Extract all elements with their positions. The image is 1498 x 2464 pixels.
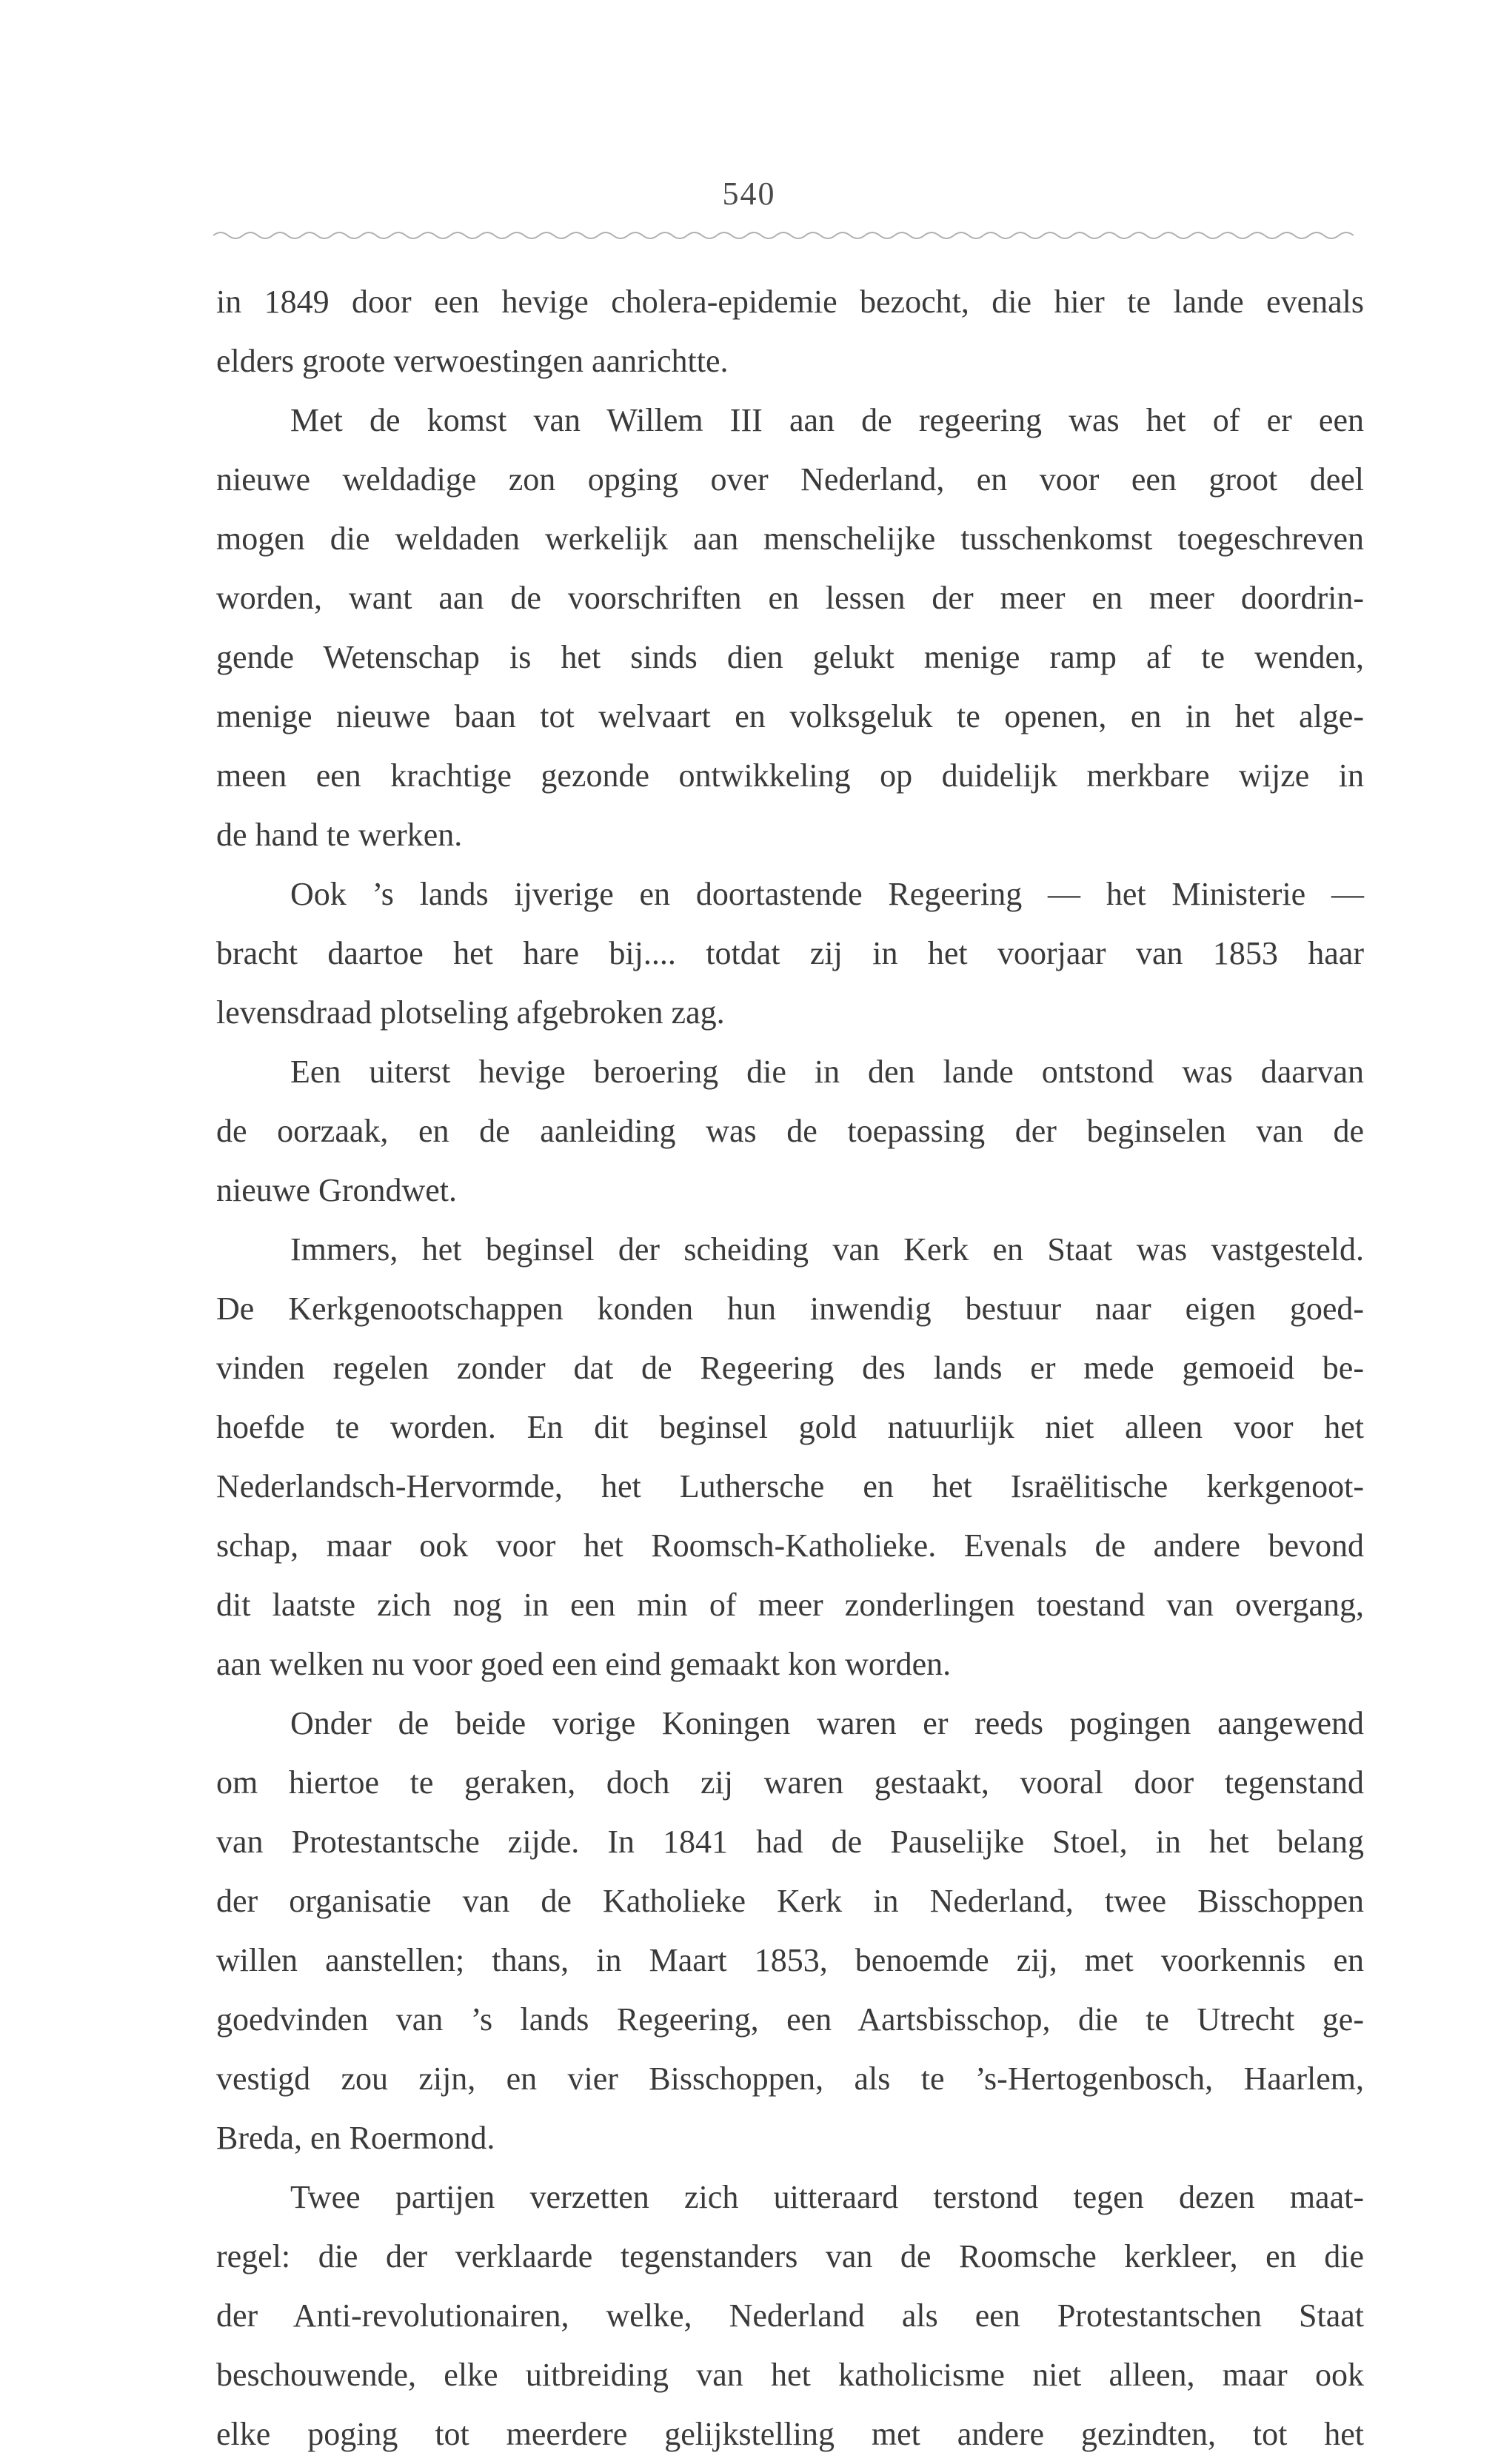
text-line: worden, want aan de voorschriften en lessen der meer en meer doordrin- [216,580,1364,616]
text-line: dit laatste zich nog in een min of meer zonderlingen toestand van overgang, [216,1587,1364,1623]
text-line: bracht daartoe het hare bij.... totdat zij in het voorjaar van 1853 haar [216,935,1364,971]
text-line: mogen die weldaden werkelijk aan menschelijke tusschenkomst toegeschreven [216,520,1364,557]
text-line: levensdraad plotseling afgebroken zag. [216,994,725,1031]
wavy-rule-ornament [213,228,1354,243]
text-line: Breda, en Roermond. [216,2120,495,2156]
text-line: van Protestantsche zijde. In 1841 had de Pauselijke Stoel, in het belang [216,1824,1364,1860]
text-line: hoefde te worden. En dit beginsel gold natuurlijk niet alleen voor het [216,1409,1364,1445]
text-line: de hand te werken. [216,817,463,853]
text-line: de oorzaak, en de aanleiding was de toepassing der beginselen van de [216,1113,1364,1149]
text-line: om hiertoe te geraken, doch zij waren gestaakt, vooral door tegenstand [216,1764,1364,1801]
text-line: Met de komst van Willem III aan de regeering was het of er een [290,402,1364,438]
text-line: der Anti-revolutionairen, welke, Nederland als een Protestantschen Staat [216,2297,1364,2334]
text-line: vinden regelen zonder dat de Regeering des lands er mede gemoeid be- [216,1350,1364,1386]
text-line: der organisatie van de Katholieke Kerk in Nederland, twee Bisschoppen [216,1883,1364,1919]
text-line: Ook ’s lands ijverige en doortastende Regeering — het Ministerie — [290,876,1364,912]
text-line: nieuwe weldadige zon opging over Nederland, en voor een groot deel [216,461,1364,498]
text-line: beschouwende, elke uitbreiding van het katholicisme niet alleen, maar ook [216,2357,1364,2393]
text-line: gende Wetenschap is het sinds dien gelukt menige ramp af te wenden, [216,639,1364,675]
text-line: goedvinden van ’s lands Regeering, een Aartsbisschop, die te Utrecht ge- [216,2001,1364,2038]
text-line: regel: die der verklaarde tegenstanders van de Roomsche kerkleer, en die [216,2238,1364,2274]
text-line: schap, maar ook voor het Roomsch-Katholieke. Evenals de andere bevond [216,1527,1364,1564]
text-line: meen een krachtige gezonde ontwikkeling op duidelijk merkbare wijze in [216,757,1364,794]
text-line: Onder de beide vorige Koningen waren er reeds pogingen aangewend [290,1705,1364,1741]
text-line: elke poging tot meerdere gelijkstelling met andere gezindten, tot het [216,2416,1364,2452]
text-line: Nederlandsch-Hervormde, het Luthersche en het Israëlitische kerkgenoot- [216,1468,1364,1504]
text-line: menige nieuwe baan tot welvaart en volksgeluk te openen, en in het alge- [216,698,1364,734]
text-line: elders groote verwoestingen aanrichtte. [216,343,729,379]
text-line: Immers, het beginsel der scheiding van Kerk en Staat was vastgesteld. [290,1231,1364,1268]
text-line: in 1849 door een hevige cholera-epidemie bezocht, die hier te lande evenals [216,284,1364,320]
text-line: Twee partijen verzetten zich uitteraard terstond tegen dezen maat- [290,2179,1364,2215]
page-number: 540 [722,175,776,212]
text-line: vestigd zou zijn, en vier Bisschoppen, als te ’s-Hertogenbosch, Haarlem, [216,2060,1364,2097]
text-line: aan welken nu voor goed een eind gemaakt kon worden. [216,1646,952,1682]
text-line: nieuwe Grondwet. [216,1172,458,1208]
text-line: Een uiterst hevige beroering die in den lande ontstond was daarvan [290,1054,1364,1090]
text-line: De Kerkgenootschappen konden hun inwendig bestuur naar eigen goed- [216,1290,1364,1327]
text-line: willen aanstellen; thans, in Maart 1853, benoemde zij, met voorkennis en [216,1942,1364,1978]
body-text [216,272,1364,2464]
